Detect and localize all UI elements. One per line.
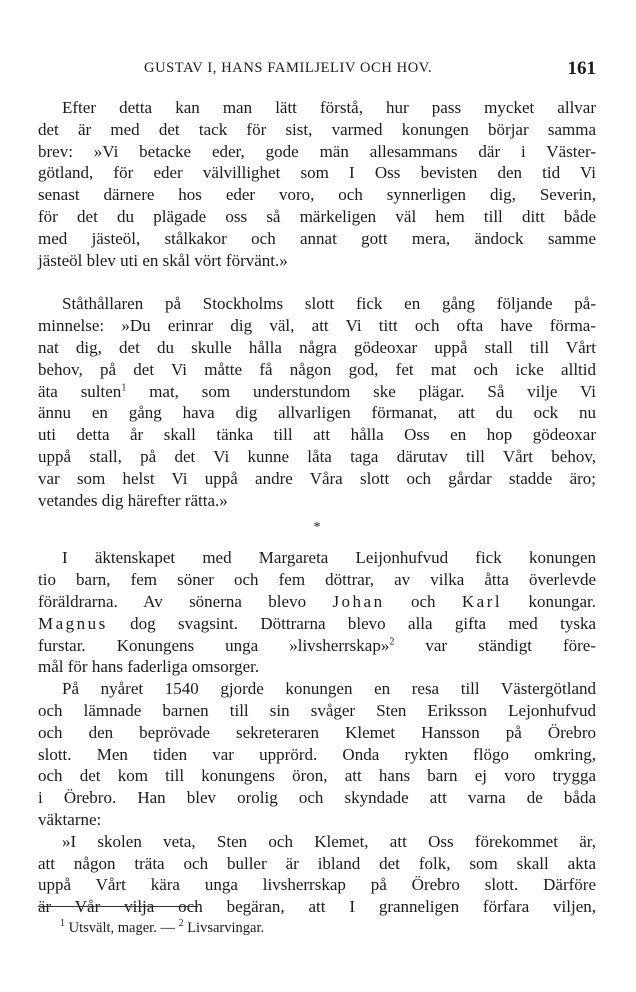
- paragraph-gap: [38, 271, 596, 293]
- text-line: Ståthållaren på Stockholms slott fick en gång följande på-: [62, 294, 596, 314]
- text-line: Efter detta kan man lätt förstå, hur pass mycket allvar: [62, 98, 596, 117]
- footnote-number: 1: [60, 918, 65, 930]
- running-head: GUSTAV I, HANS FAMILJELIV OCH HOV.: [144, 60, 433, 76]
- text-line: uppå stall, på det Vi kunne låta taga därutav till Vårt behov,: [38, 446, 596, 466]
- footnote-marker: 1: [121, 381, 127, 393]
- text-line: och den beprövade sekreteraren Klemet Hansson på Örebro: [38, 722, 596, 742]
- page-number: 161: [567, 58, 596, 79]
- text-line: uppå Vårt kära unga livsherrskap på Örebro slott. Därföre: [38, 875, 596, 895]
- footnote-number: 2: [178, 918, 184, 930]
- text-line: ännu en gång hava dig allvarligen förmanat, att du ock nu: [38, 403, 596, 423]
- text-line: vetandes dig härefter rätta.»: [38, 490, 228, 510]
- footnote-divider: [38, 906, 198, 907]
- text-line: det är med det tack för sist, varmed konungen börjar samma: [38, 119, 596, 139]
- text-fragment: dog svagsint. Döttrarna blevo alla gifta med tyska: [107, 613, 596, 633]
- text-line-with-footnote: [38, 635, 596, 657]
- text-line-with-footnote: [38, 381, 596, 403]
- paragraph-letter-thanks: [38, 97, 596, 271]
- footnote-text: Livsarvingar.: [183, 920, 265, 936]
- text-line: mål för hans faderliga omsorger.: [38, 657, 260, 677]
- text-fragment: furstar. Konungens unga »livsherrskap»: [38, 635, 390, 655]
- text-line: att någon träta och buller är ibland det folk, som skall akta: [38, 853, 596, 873]
- text-line: är Vår vilja och begäran, att I granneligen förfara viljen,: [38, 897, 596, 917]
- text-line: tio barn, fem söner och fem döttrar, av vilka åtta överlevde: [38, 570, 596, 590]
- text-line: »I skolen veta, Sten och Klemet, att Oss förekommet är,: [62, 831, 596, 851]
- text-line: slott. Men tiden var upprörd. Onda rykten flögo omkring,: [38, 744, 596, 764]
- text-line: med jästeöl, stålkakor och annat gott mera, ändock samme: [38, 228, 596, 248]
- text-fragment: konungar.: [502, 591, 596, 611]
- text-line: behov, på det Vi måtte få någon god, fet mat och icke alltid: [38, 359, 596, 379]
- text-line: i Örebro. Han blev orolig och skyndade att varna de båda: [38, 788, 596, 808]
- paragraph-marriage: [38, 547, 596, 678]
- text-fragment: föräldrarna. Av sönerna blevo: [38, 591, 333, 611]
- text-line: minnelse: »Du erinrar dig väl, att Vi titt och ofta have förma-: [38, 316, 596, 336]
- text-line: [38, 591, 596, 613]
- text-fragment: var ständigt före-: [394, 635, 596, 655]
- text-line: var som helst Vi uppå andre Våra slott och gårdar stadde äro;: [38, 468, 596, 488]
- text-fragment: och: [384, 591, 462, 611]
- name-karl: Karl: [461, 591, 503, 611]
- text-line: I äktenskapet med Margareta Leijonhufvud fick konungen: [62, 548, 596, 568]
- section-separator: *: [313, 520, 321, 536]
- paragraph-stathallare: [38, 293, 596, 511]
- text-line: väktarne:: [38, 809, 102, 829]
- text-fragment: mat, som understundom ske plägar. Så vilje Vi: [126, 381, 597, 401]
- footnote-marker: 2: [389, 635, 395, 647]
- footnote-text: Utsvält, mager. —: [65, 920, 179, 936]
- text-line: [38, 613, 596, 635]
- text-line: På nyåret 1540 gjorde konungen en resa till Västergötland: [62, 679, 596, 699]
- text-line: för det du plägade oss så märkeligen väl hem till ditt både: [38, 206, 596, 226]
- text-line: senast därnere hos eder voro, och synnerligen dig, Severin,: [38, 185, 596, 205]
- footnotes: [60, 920, 264, 937]
- paragraph-royal-letter: [38, 831, 596, 918]
- text-fragment: äta sulten: [38, 381, 122, 401]
- page-header: [62, 58, 596, 80]
- text-line: och det kom till konungens öron, att hans barn ej voro trygga: [38, 766, 596, 786]
- page-body: [38, 97, 596, 918]
- text-line: jästeöl blev uti en skål vört förvänt.»: [38, 250, 288, 270]
- text-line: och lämnade barnen till sin svåger Sten Eriksson Lejonhufvud: [38, 700, 596, 720]
- paragraph-journey: [38, 678, 596, 831]
- name-magnus: Magnus: [38, 613, 108, 633]
- text-line: götland, för eder välvillighet som I Oss bevisten den tid Vi: [38, 163, 596, 183]
- name-johan: Johan: [332, 591, 385, 611]
- text-line: uti detta år skall tänka till att hålla Oss en hop gödeoxar: [38, 425, 596, 445]
- text-line: brev: »Vi betacke eder, gode män allesammans där i Väster-: [38, 141, 596, 161]
- text-line: nat dig, det du skulle hålla några gödeoxar uppå stall till Vårt: [38, 337, 596, 357]
